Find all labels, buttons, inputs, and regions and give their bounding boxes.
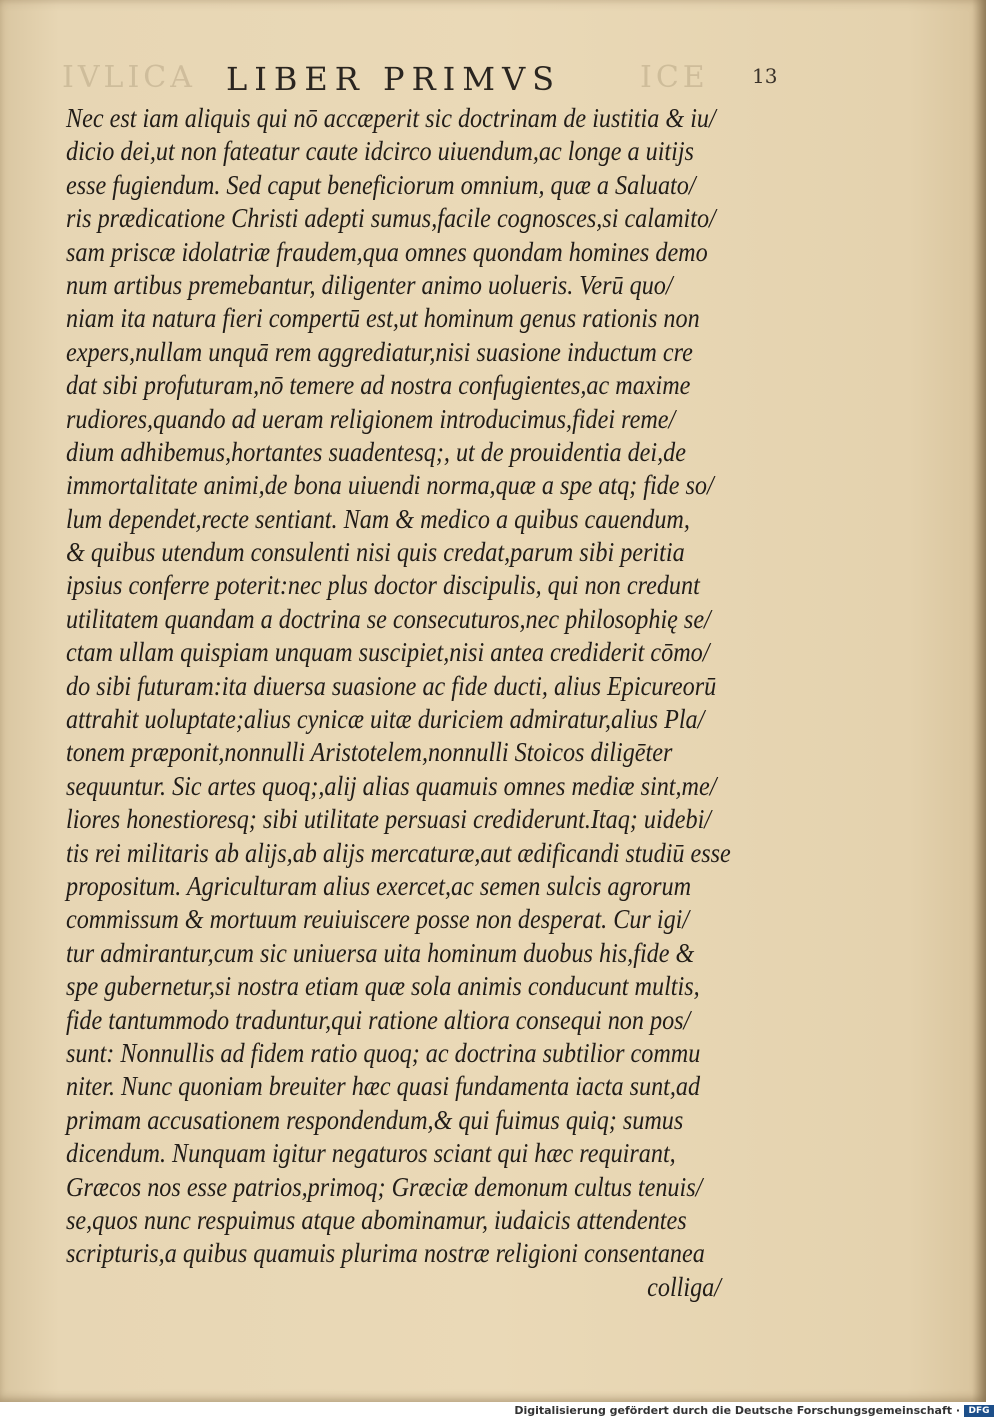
running-head: LIBER PRIMVS: [226, 60, 562, 98]
text-line: Græcos nos esse patrios,primoq; Græciæ demonum cultus tenuis/: [66, 1171, 703, 1202]
text-line: esse fugiendum. Sed caput beneficiorum omnium, quæ a Saluato/: [66, 169, 696, 200]
text-line: utilitatem quandam a doctrina se consecuturos,nec philosophię se/: [66, 603, 711, 634]
text-line: dium adhibemus,hortantes suadentesq;, ut de prouidentia dei,de: [66, 436, 686, 467]
text-line: & quibus utendum consulenti nisi quis credat,parum sibi peritia: [66, 537, 685, 568]
text-line: rudiores,quando ad ueram religionem introducimus,fidei reme/: [66, 403, 676, 434]
footer-credit: Digitalisierung gefördert durch die Deutsche Forschungsgemeinschaft ·: [514, 1404, 960, 1417]
text-line: immortalitate animi,de bona uiuendi norma,quæ a spe atq; fide so/: [66, 470, 714, 501]
text-block: [66, 102, 806, 1304]
text-line: dicendum. Nunquam igitur negaturos sciant qui hæc requirant,: [66, 1138, 676, 1169]
text-line: dicio dei,ut non fateatur caute idcirco uiuendum,ac longe a uitijs: [66, 136, 694, 167]
text-line: tur admirantur,cum sic uniuersa uita hominum duobus his,fide &: [66, 937, 695, 968]
show-through-text-right: ICE: [640, 60, 709, 95]
text-line: attrahit uoluptate;alius cynicæ uitæ duriciem admiratur,alius Pla/: [66, 704, 705, 735]
text-line: do sibi futuram:ita diuersa suasione ac fide ducti, alius Epicureorū: [66, 670, 717, 701]
show-through-text-left: IVLICA: [62, 60, 196, 95]
text-line: dat sibi profuturam,nō temere ad nostra confugientes,ac maxime: [66, 370, 691, 401]
text-line: ipsius conferre poterit:nec plus doctor discipulis, qui non credunt: [66, 570, 700, 601]
text-line: propositum. Agriculturam alius exercet,ac semen sulcis agrorum: [66, 870, 692, 901]
text-line: lum dependet,recte sentiant. Nam & medico a quibus cauendum,: [66, 503, 690, 534]
text-line: tonem præponit,nonnulli Aristotelem,nonnulli Stoicos diligēter: [66, 737, 673, 768]
text-line: spe gubernetur,si nostra etiam quæ sola animis conducunt multis,: [66, 971, 700, 1002]
text-line: niter. Nunc quoniam breuiter hæc quasi fundamenta iacta sunt,ad: [66, 1071, 701, 1102]
text-line: niam ita natura fieri compertū est,ut hominum genus rationis non: [66, 303, 700, 334]
catchword: colliga/: [647, 1271, 721, 1302]
text-line: liores honestioresq; sibi utilitate persuasi crediderunt.Itaq; uidebi/: [66, 804, 712, 835]
text-line: fide tantummodo traduntur,qui ratione altiora consequi non pos/: [66, 1004, 691, 1035]
text-line: sunt: Nonnullis ad fidem ratio quoq; ac doctrina subtilior commu: [66, 1037, 701, 1068]
text-line: num artibus premebantur, diligenter animo uolueris. Verū quo/: [66, 269, 673, 300]
text-line: ctam ullam quispiam unquam suscipiet,nisi antea crediderit cōmo/: [66, 637, 710, 668]
text-line: scripturis,a quibus quamuis plurima nostræ religioni consentanea: [66, 1238, 705, 1269]
text-line: sam priscæ idolatriæ fraudem,qua omnes quondam homines demo: [66, 236, 708, 267]
text-line: commissum & mortuum reuiuiscere posse non desperat. Cur igi/: [66, 904, 690, 935]
dfg-logo-icon: DFG: [964, 1405, 994, 1417]
text-line: sequuntur. Sic artes quoq;,alij alias quamuis omnes mediæ sint,me/: [66, 770, 717, 801]
text-line: expers,nullam unquā rem aggrediatur,nisi suasione inductum cre: [66, 336, 693, 367]
text-line: tis rei militaris ab alijs,ab alijs mercaturæ,aut ædificandi studiū esse: [66, 837, 731, 868]
text-line: primam accusationem respondendum,& qui fuimus quiq; sumus: [66, 1104, 684, 1135]
text-line: se,quos nunc respuimus atque abominamur, iudaicis attendentes: [66, 1204, 687, 1235]
text-line: ris prædicatione Christi adepti sumus,facile cognosces,si calamito/: [66, 203, 716, 234]
digitization-footer: [0, 1402, 1000, 1420]
text-line: Nec est iam aliquis qui nō accæperit sic doctrinam de iustitia & iu/: [66, 103, 716, 133]
folio-number: 13: [752, 64, 778, 88]
